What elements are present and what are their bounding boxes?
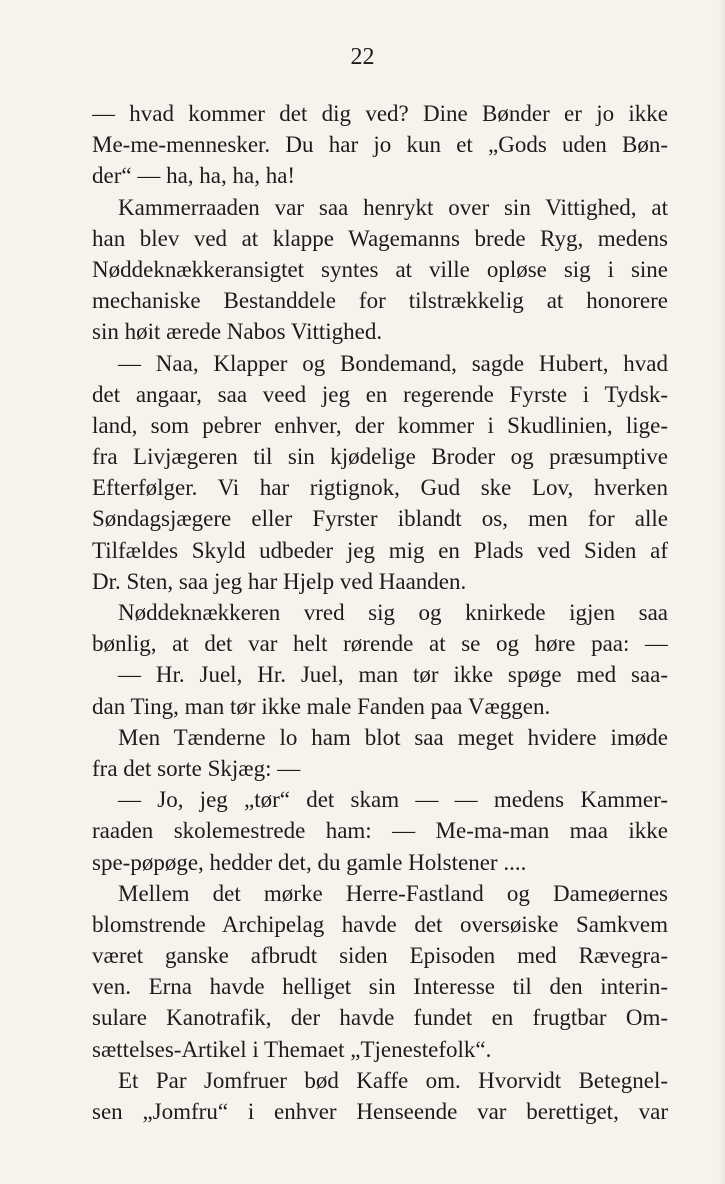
text-line: Nøddeknækkeren vred sig og knirkede igjen saa (118, 600, 668, 625)
text-line: Me-me-mennesker. Du har jo kun et „Gods uden Bøn- (92, 132, 668, 158)
text-line: fra Livjægeren til sin kjødelige Broder og præsumptive (92, 444, 668, 470)
text-line: dan Ting, man tør ikke male Fanden paa Væggen. (92, 693, 551, 719)
text-line: sulare Kanotrafik, der havde fundet en frugtbar Om- (92, 1005, 668, 1031)
text-line: raaden skolemestrede ham: — Me-ma-man maa ikke (92, 818, 668, 844)
text-line: Et Par Jomfruer bød Kaffe om. Hvorvidt Betegnel- (118, 1067, 668, 1093)
text-line: sen „Jomfru“ i enhver Henseende var berettiget, var (92, 1099, 668, 1124)
text-line: været ganske afbrudt siden Episoden med Rævegra- (92, 943, 668, 969)
page-edge-shadow (719, 0, 725, 1184)
text-line: Tilfældes Skyld udbeder jeg mig en Plads ved Siden af (92, 537, 668, 563)
text-line: — Naa, Klapper og Bondemand, sagde Hubert, hvad (118, 350, 668, 376)
text-line: blomstrende Archipelag havde det oversøiske Samkvem (92, 911, 668, 937)
text-line: Efterfølger. Vi har rigtignok, Gud ske Lov, hverken (92, 475, 668, 501)
text-line: sættelses-Artikel i Themaet „Tjenestefolk“. (92, 1036, 492, 1062)
text-line: Men Tænderne lo ham blot saa meget hvidere imøde (118, 724, 668, 750)
text-line: ven. Erna havde helliget sin Interesse til den interin- (92, 974, 668, 1000)
text-line: — hvad kommer det dig ved? Dine Bønder er jo ikke (92, 101, 668, 126)
text-line: land, som pebrer enhver, der kommer i Skudlinien, lige- (92, 412, 668, 438)
text-line: Mellem det mørke Herre-Fastland og Dameøernes (118, 880, 668, 906)
text-line: han blev ved at klappe Wagemanns brede Ryg, medens (92, 225, 668, 251)
text-line: sin høit ærede Nabos Vittighed. (92, 319, 383, 345)
text-line: — Hr. Juel, Hr. Juel, man tør ikke spøge med saa- (118, 662, 668, 688)
text-line: det angaar, saa veed jeg en regerende Fyrste i Tydsk- (92, 381, 668, 407)
text-line: — Jo, jeg „tør“ det skam — — medens Kammer- (118, 787, 668, 813)
text-line: Nøddeknækkeransigtet syntes at ville opløse sig i sine (92, 256, 668, 282)
text-line: der“ — ha, ha, ha, ha! (92, 163, 296, 189)
page-number: 22 (350, 44, 375, 70)
text-line: Søndagsjægere eller Fyrster iblandt os, men for alle (92, 506, 668, 532)
text-line: spe-pøpøge, hedder det, du gamle Holstener .... (92, 849, 527, 875)
text-line: Kammerraaden var saa henrykt over sin Vittighed, at (118, 194, 668, 220)
body-text (92, 98, 668, 1127)
text-line: bønlig, at det var helt rørende at se og høre paa: — (92, 631, 668, 657)
text-line: Dr. Sten, saa jeg har Hjelp ved Haanden. (92, 568, 467, 594)
text-line: mechaniske Bestanddele for tilstrækkelig at honorere (92, 288, 668, 314)
text-line: fra det sorte Skjæg: — (92, 755, 301, 781)
